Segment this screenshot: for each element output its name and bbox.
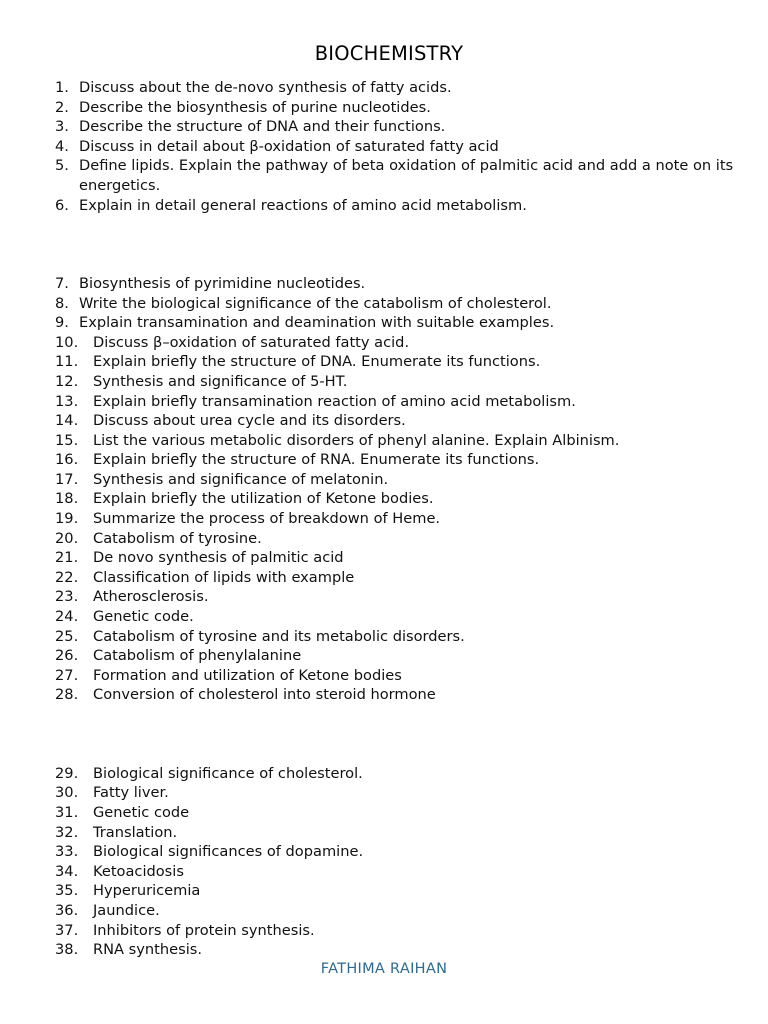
- question-text: Discuss about the de-novo synthesis of fatty acids.: [79, 79, 452, 96]
- question-text: Catabolism of phenylalanine: [93, 647, 302, 665]
- question-number: 20.: [55, 529, 79, 547]
- question-item: [55, 372, 735, 392]
- question-number: 17.: [55, 470, 79, 488]
- question-item: [55, 627, 735, 647]
- question-number: 32.: [55, 823, 79, 841]
- question-number: 34.: [55, 862, 79, 880]
- question-text: Write the biological significance of the catabolism of cholesterol.: [79, 294, 552, 312]
- question-number: 24.: [55, 608, 79, 626]
- question-section: [55, 764, 735, 960]
- question-text: Biological significances of dopamine.: [93, 843, 364, 861]
- question-item: [55, 470, 735, 490]
- question-text: Biosynthesis of pyrimidine nucleotides.: [79, 274, 366, 292]
- question-item: [55, 78, 735, 98]
- question-text: Fatty liver.: [93, 784, 169, 802]
- question-item: [55, 568, 735, 588]
- question-number: 23.: [55, 588, 79, 606]
- question-number: 9.: [55, 314, 69, 332]
- question-item: [55, 529, 735, 549]
- question-text: Catabolism of tyrosine.: [93, 529, 262, 547]
- question-item: [55, 783, 735, 803]
- question-item: [55, 607, 735, 627]
- question-item: [55, 901, 735, 921]
- question-item: [55, 117, 735, 137]
- section-spacer: [55, 215, 735, 274]
- question-text: Synthesis and significance of 5-HT.: [93, 372, 348, 390]
- question-item: [55, 98, 735, 118]
- question-number: 33.: [55, 843, 79, 861]
- question-text: Inhibitors of protein synthesis.: [93, 921, 315, 939]
- question-text: Discuss about urea cycle and its disorders.: [93, 412, 406, 430]
- question-text: Synthesis and significance of melatonin.: [93, 470, 389, 488]
- question-item: [55, 137, 735, 157]
- question-text: Explain briefly transamination reaction of amino acid metabolism.: [93, 392, 576, 410]
- question-item: [55, 274, 735, 294]
- question-item: [55, 803, 735, 823]
- question-number: 14.: [55, 412, 79, 430]
- question-text: Biological significance of cholesterol.: [93, 764, 363, 782]
- question-text: List the various metabolic disorders of phenyl alanine. Explain Albinism.: [93, 431, 620, 449]
- question-number: 27.: [55, 666, 79, 684]
- question-item: [55, 940, 735, 960]
- question-number: 38.: [55, 941, 79, 959]
- question-item: [55, 842, 735, 862]
- question-item: [55, 431, 735, 451]
- question-item: [55, 294, 735, 314]
- question-text: De novo synthesis of palmitic acid: [93, 549, 344, 567]
- question-item: [55, 509, 735, 529]
- question-text: Define lipids. Explain the pathway of beta oxidation of palmitic acid and add a note on its energetics.: [79, 157, 734, 194]
- section-spacer: [55, 705, 735, 764]
- question-item: [55, 333, 735, 353]
- question-number: 15.: [55, 431, 79, 449]
- question-item: [55, 764, 735, 784]
- question-text: Catabolism of tyrosine and its metabolic disorders.: [93, 627, 465, 645]
- question-number: 31.: [55, 804, 79, 821]
- question-text: Describe the biosynthesis of purine nucleotides.: [79, 98, 431, 116]
- question-section: [55, 78, 735, 215]
- question-text: Discuss β–oxidation of saturated fatty acid.: [93, 333, 410, 351]
- question-number: 29.: [55, 764, 79, 782]
- question-text: Explain briefly the structure of RNA. Enumerate its functions.: [93, 451, 540, 469]
- question-number: 18.: [55, 490, 79, 508]
- question-number: 1.: [55, 79, 69, 96]
- question-text: Jaundice.: [93, 901, 160, 919]
- question-text: Translation.: [93, 823, 178, 841]
- question-item: [55, 489, 735, 509]
- question-number: 25.: [55, 627, 79, 645]
- question-item: [55, 196, 735, 216]
- question-number: 12.: [55, 372, 79, 390]
- page-title: BIOCHEMISTRY: [314, 42, 464, 65]
- question-item: [55, 587, 735, 607]
- question-number: 5.: [55, 157, 69, 175]
- question-number: 3.: [55, 118, 69, 136]
- question-text: Ketoacidosis: [93, 862, 184, 880]
- question-number: 6.: [55, 196, 69, 214]
- question-text: Explain briefly the utilization of Ketone bodies.: [93, 490, 434, 508]
- question-text: Formation and utilization of Ketone bodies: [93, 666, 402, 684]
- question-text: Genetic code: [93, 804, 190, 821]
- question-text: Hyperuricemia: [93, 882, 201, 900]
- question-item: [55, 921, 735, 941]
- question-text: Describe the structure of DNA and their functions.: [79, 118, 446, 136]
- question-number: 8.: [55, 294, 69, 312]
- question-number: 30.: [55, 784, 79, 802]
- question-number: 28.: [55, 686, 79, 704]
- question-item: [55, 646, 735, 666]
- question-number: 7.: [55, 274, 69, 292]
- question-item: [55, 548, 735, 568]
- question-item: [55, 156, 735, 195]
- question-number: 16.: [55, 451, 79, 469]
- question-text: Conversion of cholesterol into steroid hormone: [93, 686, 436, 704]
- question-text: Genetic code.: [93, 608, 194, 626]
- question-item: [55, 392, 735, 412]
- question-number: 11.: [55, 353, 79, 371]
- question-item: [55, 862, 735, 882]
- question-item: [55, 411, 735, 431]
- question-item: [55, 352, 735, 372]
- question-section: [55, 274, 735, 705]
- question-item: [55, 685, 735, 705]
- question-text: Discuss in detail about β-oxidation of saturated fatty acid: [79, 137, 499, 155]
- question-item: [55, 313, 735, 333]
- question-number: 22.: [55, 568, 79, 586]
- question-text: Atherosclerosis.: [93, 588, 209, 606]
- question-list: [55, 78, 735, 960]
- question-number: 13.: [55, 392, 79, 410]
- question-text: Explain in detail general reactions of amino acid metabolism.: [79, 196, 527, 214]
- question-number: 35.: [55, 882, 79, 900]
- question-item: [55, 666, 735, 686]
- question-text: RNA synthesis.: [93, 941, 203, 959]
- question-number: 19.: [55, 510, 79, 528]
- question-item: [55, 450, 735, 470]
- question-number: 26.: [55, 647, 79, 665]
- question-item: [55, 881, 735, 901]
- question-number: 2.: [55, 98, 69, 116]
- question-number: 10.: [55, 333, 79, 351]
- question-number: 37.: [55, 921, 79, 939]
- question-item: [55, 823, 735, 843]
- question-number: 4.: [55, 137, 69, 155]
- question-number: 21.: [55, 549, 79, 567]
- author-footer: FATHIMA RAIHAN: [320, 961, 448, 977]
- question-text: Classification of lipids with example: [93, 568, 355, 586]
- question-number: 36.: [55, 901, 79, 919]
- question-text: Explain transamination and deamination with suitable examples.: [79, 314, 555, 332]
- question-text: Explain briefly the structure of DNA. Enumerate its functions.: [93, 353, 541, 371]
- question-text: Summarize the process of breakdown of Heme.: [93, 510, 441, 528]
